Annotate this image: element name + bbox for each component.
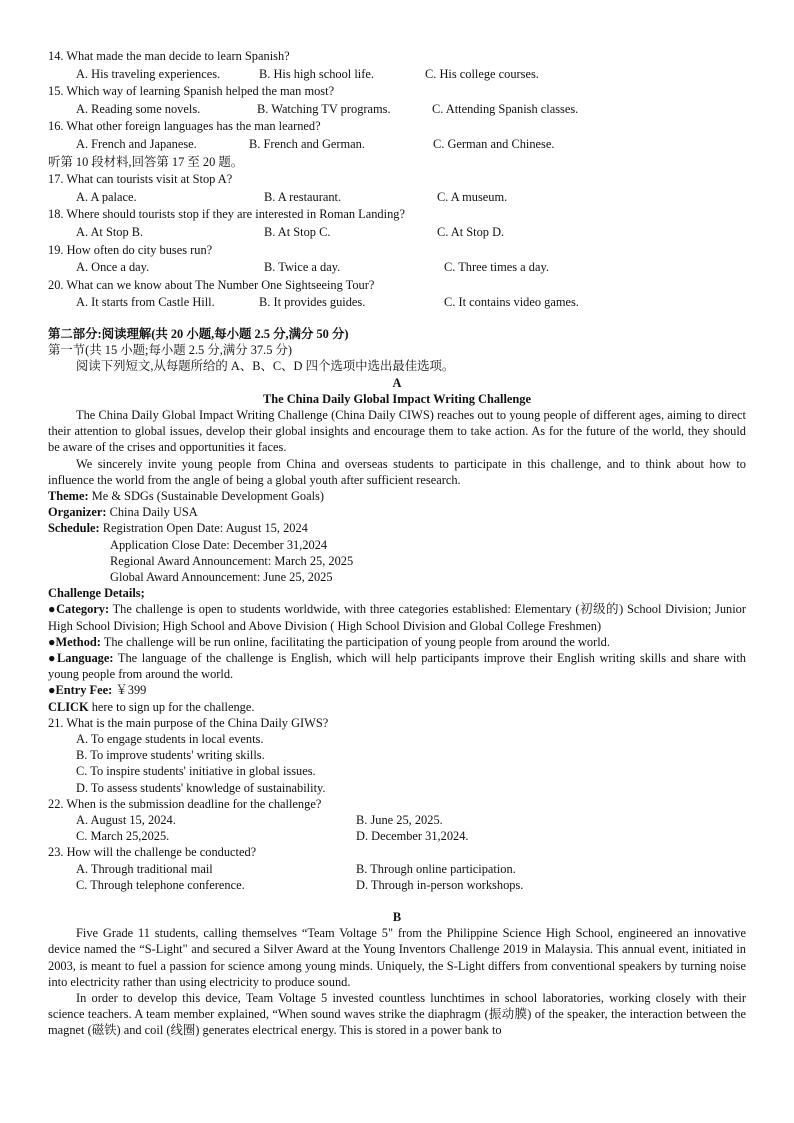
options-row [48,136,746,154]
option-b: B. June 25, 2025. [356,813,443,827]
option-a: A. It starts from Castle Hill. [76,295,215,310]
click-link[interactable]: CLICK [48,699,89,714]
question-19 [48,242,746,277]
option-c: C. At Stop D. [437,224,505,239]
question-14 [48,48,746,83]
options-row [48,224,746,242]
material-heading: 听第 10 段材料,回答第 17 至 20 题。 [48,154,244,169]
click-text: here to sign up for the challenge. [88,699,255,714]
question-stem: 20. What can we know about The Number One Sightseeing Tour? [48,277,375,292]
option-d: D. Through in-person workshops. [356,877,524,892]
option-a: A. French and Japanese. [76,136,197,151]
option-c: C. A museum. [437,189,508,204]
entry-fee-value: ￥399 [112,683,147,698]
question-18 [48,206,746,241]
theme-line [48,488,746,504]
passage-b-paragraph-2: In order to develop this device, Team Voltage 5 invested countless lunchtimes in school laboratories, working closely with their science teachers. A team member explained, “When sound waves strike the diaphragm (振动膜) of the speaker, the interaction between the magnet (磁铁) and coil (线圈) generates electrical energy. This is stored in a power bank to [48,991,746,1038]
options-row [48,101,746,119]
option-d: D. To assess students' knowledge of sustainability. [76,780,326,795]
language-item [48,650,746,682]
option-d: D. December 31,2024. [356,829,469,844]
option-b: B. To improve students' writing skills. [76,748,265,763]
options-row [48,294,746,312]
options-row [48,259,746,277]
question-stem: 14. What made the man decide to learn Spanish? [48,49,290,63]
option-b: B. It provides guides. [259,295,366,310]
option-b: B. French and German. [249,136,365,151]
theme-label: Theme: [48,488,89,503]
option-a: A. To engage students in local events. [76,731,264,746]
part-two-title: 第二部分:阅读理解(共 20 小题,每小题 2.5 分,满分 50 分) [48,326,349,341]
schedule-line [48,520,746,536]
option-b: B. Watching TV programs. [257,101,391,116]
question-stem: 15. Which way of learning Spanish helped the man most? [48,84,335,99]
option-c: C. Through telephone conference. [76,877,245,892]
option-a: A. Reading some novels. [76,101,201,116]
language-text: The language of the challenge is English, which will help participants improve their English writing skills and share with young people from around the world. [48,650,746,682]
options-row [48,189,746,207]
option-a: A. August 15, 2024. [76,813,176,827]
passage-a-title: The China Daily Global Impact Writing Challenge [262,391,532,406]
passage-a-paragraph-2: We sincerely invite young people from China and overseas students to participate in this challenge, and to think about how to influence the world from the angle of being a global youth after sufficient research. [48,456,746,487]
question-stem: 16. What other foreign languages has the man learned? [48,119,321,134]
organizer-value: China Daily USA [106,505,198,520]
passage-a-paragraph-1: The China Daily Global Impact Writing Challenge (China Daily CIWS) reaches out to young people of different ages, aiming to direct their attention to global issues, develop their global insights and encourage them to take action. As for the future of the world, they should be aware of the crises and opportunities it faces. [48,407,746,455]
option-c: C. Attending Spanish classes. [432,101,579,116]
question-22 [48,796,746,845]
option-c: C. German and Chinese. [433,136,555,151]
question-stem: 19. How often do city buses run? [48,242,213,257]
organizer-line [48,504,746,520]
options-row [48,812,746,828]
option-c: C. March 25,2025. [76,829,170,844]
schedule-registration: Registration Open Date: August 15, 2024 [99,521,308,536]
question-20 [48,277,746,312]
option-c: C. Three times a day. [444,260,549,275]
option-c: C. His college courses. [425,66,539,81]
schedule-application: Application Close Date: December 31,2024 [110,537,328,552]
option-a: A. A palace. [76,189,137,204]
category-text: The challenge is open to students worldwide, with three categories established: Elementary (初级的) School Division; Junior High School Division; High School and Above Division ( High School Division and Global College Freshmen) [48,602,746,633]
challenge-details-heading: Challenge Details; [48,586,145,601]
option-a: A. His traveling experiences. [76,66,221,81]
option-a: A. At Stop B. [76,224,144,239]
question-17 [48,171,746,206]
exam-page [48,48,746,1039]
passage-letter-b: B [392,910,402,925]
option-b: B. At Stop C. [264,224,331,239]
schedule-regional: Regional Award Announcement: March 25, 2025 [110,553,354,568]
option-c: C. It contains video games. [444,295,579,310]
option-c: C. To inspire students' initiative in global issues. [76,764,316,779]
question-21 [48,715,746,796]
question-stem: 17. What can tourists visit at Stop A? [48,172,233,187]
method-text: The challenge will be run online, facilitating the participation of young people from around the world. [100,634,610,649]
option-a: A. Through traditional mail [76,861,213,876]
schedule-label: Schedule: [48,521,100,536]
option-b: B. Through online participation. [356,861,516,876]
options-row [48,861,746,877]
question-15 [48,83,746,118]
entry-fee-item [48,682,746,698]
organizer-label: Organizer: [48,505,107,520]
question-stem: 22. When is the submission deadline for the challenge? [48,796,322,811]
question-16 [48,118,746,153]
option-b: B. A restaurant. [264,189,342,204]
option-a: A. Once a day. [76,260,150,275]
instruction: 阅读下列短文,从每题所给的 A、B、C、D 四个选项中选出最佳选项。 [76,359,455,374]
category-label: ●Category: [48,602,110,617]
options-row [48,877,746,893]
question-stem: 23. How will the challenge be conducted? [48,845,257,860]
options-row [48,66,746,84]
option-b: B. Twice a day. [264,260,341,275]
category-item [48,601,746,633]
method-label: ●Method: [48,634,101,649]
question-stem: 18. Where should tourists stop if they are interested in Roman Landing? [48,207,405,222]
theme-value: Me & SDGs (Sustainable Development Goals) [88,488,324,503]
option-b: B. His high school life. [259,66,374,81]
language-label: ●Language: [48,650,114,665]
method-item [48,634,746,650]
question-23 [48,844,746,893]
click-line [48,699,746,715]
question-stem: 21. What is the main purpose of the China Daily GIWS? [48,715,329,730]
passage-letter-a: A [392,375,402,390]
options-row [48,828,746,844]
entry-fee-label: ●Entry Fee: [48,683,113,698]
passage-b-paragraph-1: Five Grade 11 students, calling themselves “Team Voltage 5" from the Philippine Science High School, engineered an innovative device named the “S-Light" and secured a Silver Award at the Young Inventors Challenge 2019 in Malaysia. This annual event, initiated in 2003, is meant to fuel a passion for science among young minds. Uniquely, the S-Light differs from conventional speakers by turning noise into electricity rather than using electricity to produce sound. [48,926,746,989]
schedule-global: Global Award Announcement: June 25, 2025 [110,569,333,584]
section-one-title: 第一节(共 15 小题;每小题 2.5 分,满分 37.5 分) [48,343,293,358]
